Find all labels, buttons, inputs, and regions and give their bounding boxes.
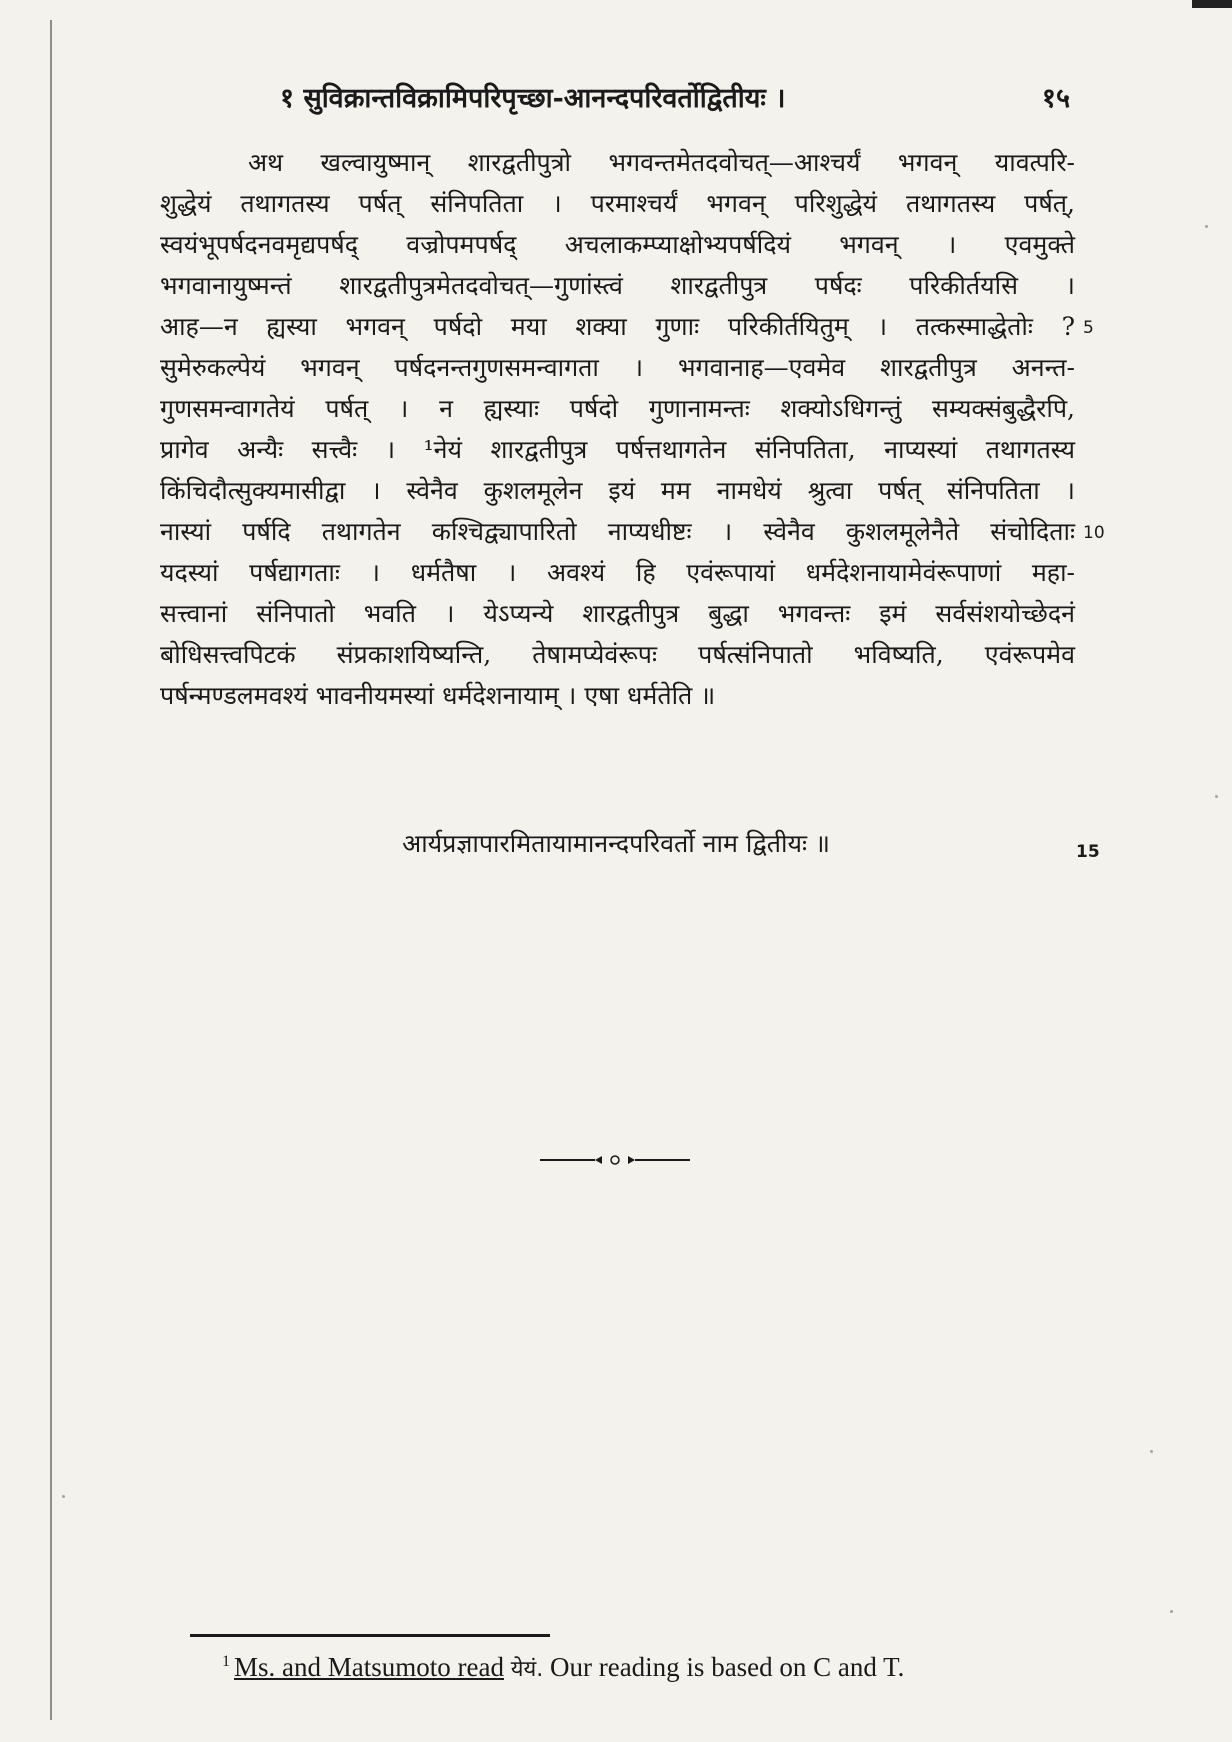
page-number: १५ [1041,83,1070,114]
footnote-devanagari-word: येयं. [510,1657,544,1682]
ornament-divider-icon [540,1150,690,1170]
line-number-5: 5 [1083,318,1094,338]
print-speck [1205,225,1208,228]
footnote [222,1652,904,1683]
line-number-15: 15 [1076,842,1100,862]
text-line: भगवानायुष्मन्तं शारद्वतीपुत्रमेतदवोचत्—गुणांस्त्वं शारद्वतीपुत्र पर्षदः परिकीर्तयसि । [160,271,1075,300]
main-text [160,142,1075,716]
text-line: स्वयंभूपर्षदनवमृद्यपर्षद् वज्रोपमपर्षद् अचलाकम्प्याक्षोभ्यपर्षदियं भगवन् । एवमुक्ते [160,230,1075,259]
text-line: यदस्यां पर्षद्यागताः । धर्मतैषा । अवश्यं हि एवंरूपायां धर्मदेशनायामेवंरूपाणां महा- [160,558,1075,587]
binding-line [50,20,52,1720]
footnote-marker: 1 [222,1653,230,1670]
print-speck [1150,1450,1153,1453]
text-line: आह—न ह्यस्या भगवन् पर्षदो मया शक्या गुणाः परिकीर्तयितुम् । तत्कस्माद्धेतोः ? [160,312,1075,341]
header-title: १ सुविक्रान्तविक्रामिपरिपृच्छा-आनन्दपरिवर्तोद्वितीयः । [280,83,786,114]
text-line: प्रागेव अन्यैः सत्त्वैः । ¹नेयं शारद्वतीपुत्र पर्षत्तथागतेन संनिपतिता, नाप्यस्यां तथागतस्य [160,435,1075,464]
corner-mark [1192,0,1232,8]
print-speck [1170,1610,1173,1613]
chapter-colophon: आर्यप्रज्ञापारमितायामानन्दपरिवर्तो नाम द्वितीयः ॥ [402,829,830,858]
running-header [280,78,1080,118]
text-line: बोधिसत्त्वपिटकं संप्रकाशयिष्यन्ति, तेषामप्येवंरूपः पर्षत्संनिपातो भविष्यति, एवंरूपमेव [160,640,1075,669]
line-number-10: 10 [1083,523,1105,543]
text-line: गुणसमन्वागतेयं पर्षत् । न ह्यस्याः पर्षदो गुणानामन्तः शक्योऽधिगन्तुं सम्यक्संबुद्धैरपि, [160,394,1075,423]
text-line: पर्षन्मण्डलमवश्यं भावनीयमस्यां धर्मदेशनायाम् । एषा धर्मतेति ॥ [160,681,716,710]
text-line: सत्त्वानां संनिपातो भवति । येऽप्यन्ये शारद्वतीपुत्र बुद्धा भगवन्तः इमं सर्वसंशयोच्छेदनं [160,599,1075,628]
footnote-ms-text: Ms. and Matsumoto read [234,1652,504,1682]
text-line: अथ खल्वायुष्मान् शारद्वतीपुत्रो भगवन्तमेतदवोचत्—आश्चर्यं भगवन् यावत्परि- [248,148,1075,177]
print-speck [62,1495,65,1498]
text-line: नास्यां पर्षदि तथागतेन कश्चिद्व्यापारितो नाप्यधीष्टः । स्वेनैव कुशलमूलेनैते संचोदिताः [160,517,1075,546]
footnote-rule [190,1634,550,1637]
footnote-rest: Our reading is based on C and T. [543,1652,905,1682]
print-speck [1215,795,1218,798]
text-line: सुमेरुकल्पेयं भगवन् पर्षदनन्तगुणसमन्वागता । भगवानाह—एवमेव शारद्वतीपुत्र अनन्त- [160,353,1075,382]
text-line: किंचिदौत्सुक्यमासीद्वा । स्वेनैव कुशलमूलेन इयं मम नामधेयं श्रुत्वा पर्षत् संनिपतिता । [160,476,1075,505]
text-line: शुद्धेयं तथागतस्य पर्षत् संनिपतिता । परमाश्चर्यं भगवन् परिशुद्धेयं तथागतस्य पर्षत्, [160,189,1075,218]
